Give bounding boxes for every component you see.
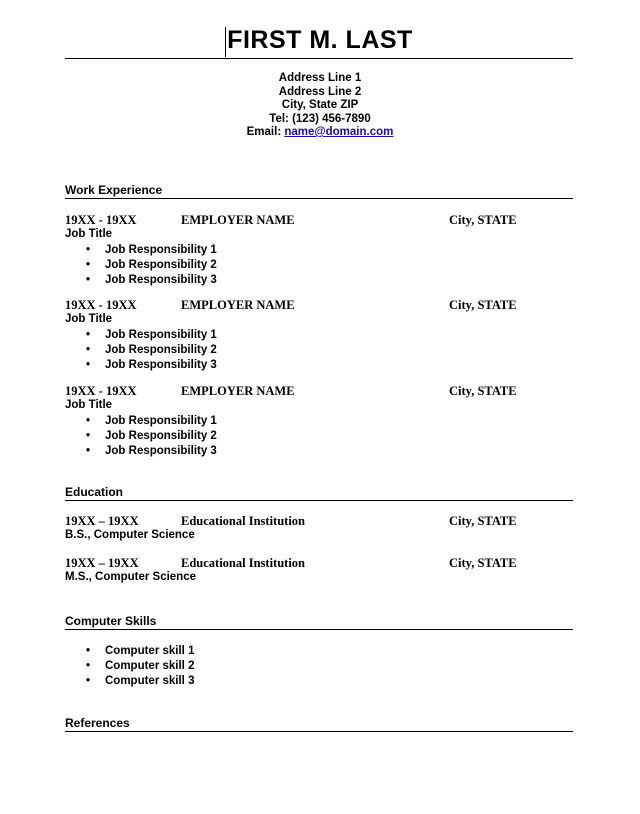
email-link[interactable]: name@domain.com bbox=[284, 126, 394, 138]
email-label: Email: bbox=[246, 126, 285, 138]
city-state-zip: City, State ZIP bbox=[281, 99, 359, 111]
job-location: City, STATE bbox=[449, 213, 517, 227]
resume-name: FIRST M. LAST bbox=[227, 26, 413, 54]
address-line-1: Address Line 1 bbox=[278, 72, 362, 84]
education-location: City, STATE bbox=[449, 556, 517, 570]
education-row-2 bbox=[65, 556, 585, 571]
responsibility-list bbox=[86, 243, 217, 288]
list-item: • Job Responsibility 2 bbox=[86, 258, 217, 273]
job-location: City, STATE bbox=[449, 298, 517, 312]
job-title: Job Title bbox=[65, 313, 113, 325]
education-row-1 bbox=[65, 514, 585, 529]
job-dates: 19XX - 19XX bbox=[65, 384, 137, 398]
job-row-3 bbox=[65, 384, 585, 399]
degree: M.S., Computer Science bbox=[65, 571, 197, 583]
institution-name: Educational Institution bbox=[181, 556, 305, 570]
responsibility-list bbox=[86, 328, 217, 373]
email-line bbox=[0, 126, 640, 140]
list-item: • Computer skill 3 bbox=[86, 674, 194, 689]
list-item: • Job Responsibility 3 bbox=[86, 273, 217, 288]
job-dates: 19XX - 19XX bbox=[65, 298, 137, 312]
address-line-2: Address Line 2 bbox=[278, 85, 362, 98]
list-item: • Job Responsibility 1 bbox=[86, 328, 217, 343]
job-row-2 bbox=[65, 298, 585, 313]
section-divider-work bbox=[65, 198, 573, 199]
responsibility-list bbox=[86, 414, 217, 459]
job-location: City, STATE bbox=[449, 384, 517, 398]
section-title-computer-skills: Computer Skills bbox=[65, 614, 157, 628]
list-item: • Job Responsibility 2 bbox=[86, 343, 217, 358]
list-item: • Computer skill 2 bbox=[86, 659, 194, 674]
education-dates: 19XX – 19XX bbox=[65, 514, 139, 528]
section-title-work-experience: Work Experience bbox=[65, 183, 163, 197]
list-item: • Job Responsibility 3 bbox=[86, 358, 217, 373]
institution-name: Educational Institution bbox=[181, 514, 305, 528]
job-dates: 19XX - 19XX bbox=[65, 213, 137, 227]
header-divider bbox=[65, 58, 573, 59]
skills-list bbox=[86, 644, 194, 689]
contact-block bbox=[0, 72, 640, 140]
list-item: • Job Responsibility 1 bbox=[86, 414, 217, 429]
telephone: Tel: (123) 456-7890 bbox=[269, 112, 371, 125]
section-divider-skills bbox=[65, 629, 573, 630]
section-divider-education bbox=[65, 500, 573, 501]
section-title-references: References bbox=[65, 716, 130, 730]
education-dates: 19XX – 19XX bbox=[65, 556, 139, 570]
education-location: City, STATE bbox=[449, 514, 517, 528]
job-title: Job Title bbox=[65, 228, 113, 240]
list-item: • Job Responsibility 3 bbox=[86, 444, 217, 459]
section-divider-references bbox=[65, 731, 573, 732]
list-item: • Job Responsibility 1 bbox=[86, 243, 217, 258]
employer-name: EMPLOYER NAME bbox=[181, 213, 295, 227]
job-row-1 bbox=[65, 213, 585, 228]
list-item: • Job Responsibility 2 bbox=[86, 429, 217, 444]
degree: B.S., Computer Science bbox=[65, 529, 195, 541]
employer-name: EMPLOYER NAME bbox=[181, 298, 295, 312]
section-title-education: Education bbox=[65, 485, 124, 499]
job-title: Job Title bbox=[65, 399, 113, 411]
list-item: • Computer skill 1 bbox=[86, 644, 194, 659]
employer-name: EMPLOYER NAME bbox=[181, 384, 295, 398]
